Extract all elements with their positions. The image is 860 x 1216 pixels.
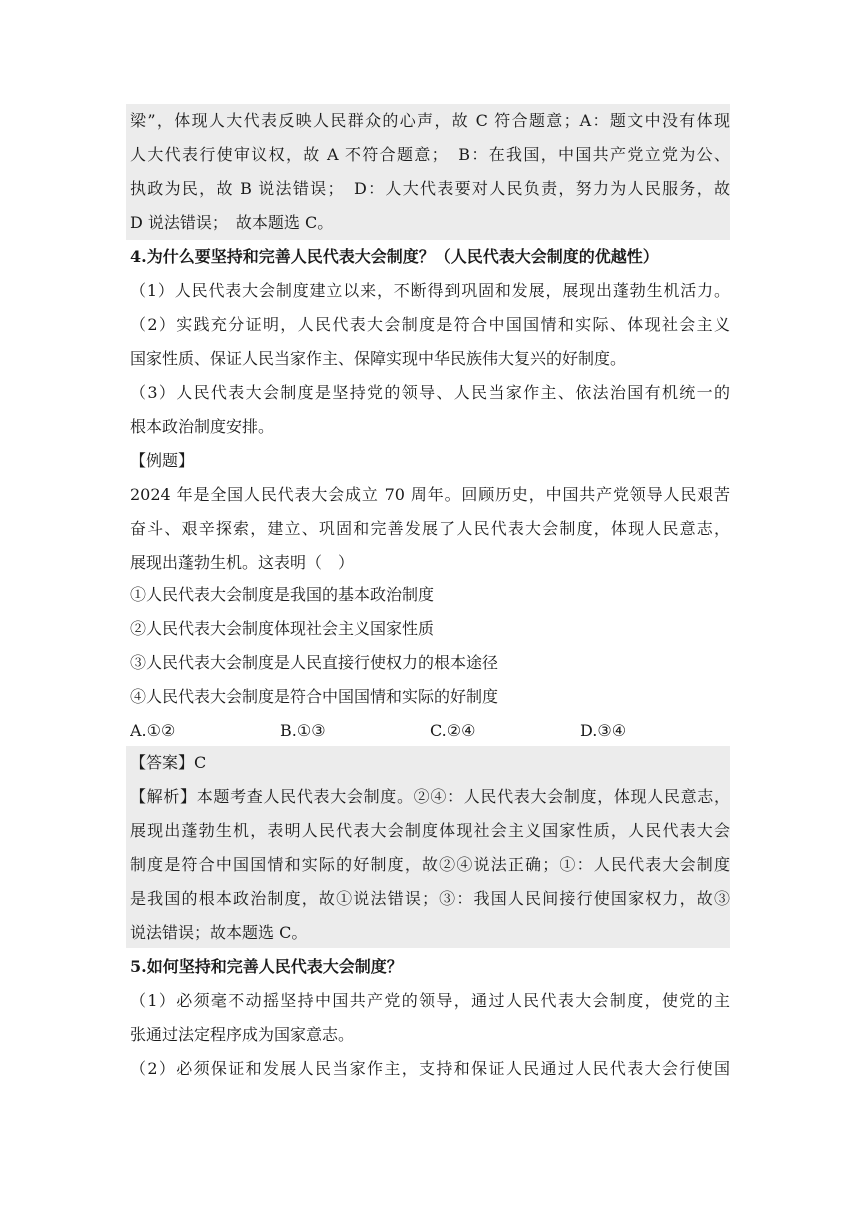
section-5-line: 张通过法定程序成为国家意志。 (130, 1025, 355, 1044)
answer-text: 【答案】C (130, 753, 207, 772)
explanation-line: D 说法错误； 故本题选 C。 (130, 213, 334, 232)
example-statement: ③人民代表大会制度是人民直接行使权力的根本途径 (130, 653, 499, 672)
example-options-row (130, 714, 730, 748)
example-statement: ④人民代表大会制度是符合中国国情和实际的好制度 (130, 687, 499, 706)
section-4-line: （2）实践充分证明，人民代表大会制度是符合中国国情和实际、体现社会主义 (130, 315, 730, 334)
analysis-line: 是我国的根本政治制度，故①说法错误；③：我国人民间接行使国家权力，故③ (130, 889, 730, 908)
explanation-line: 人大代表行使审议权，故 A 不符合题意； B：在我国，中国共产党立党为公、 (130, 145, 730, 164)
section-4-line: （3）人民代表大会制度是坚持党的领导、人民当家作主、依法治国有机统一的 (130, 383, 730, 402)
example-statement: ①人民代表大会制度是我国的基本政治制度 (130, 585, 435, 604)
option-c: C.②④ (430, 721, 476, 740)
section-5-line: （1）必须毫不动摇坚持中国共产党的领导，通过人民代表大会制度，使党的主 (130, 991, 730, 1010)
example-question-line: 展现出蓬勃生机。这表明（ ） (130, 553, 355, 572)
example-question-line: 2024 年是全国人民代表大会成立 70 周年。回顾历史，中国共产党领导人民艰苦 (130, 485, 730, 504)
section-4-line: 根本政治制度安排。 (130, 417, 275, 436)
section-4-line: 国家性质、保证人民当家作主、保障实现中华民族伟大复兴的好制度。 (130, 349, 627, 368)
option-a: A.①② (130, 721, 176, 740)
explanation-line: 执政为民，故 B 说法错误； D：人大代表要对人民负责，努力为人民服务，故 (130, 179, 730, 198)
example-statement: ②人民代表大会制度体现社会主义国家性质 (130, 619, 435, 638)
section-5-line: （2）必须保证和发展人民当家作主，支持和保证人民通过人民代表大会行使国 (130, 1059, 730, 1078)
analysis-line: 制度是符合中国国情和实际的好制度，故②④说法正确；①：人民代表大会制度 (130, 855, 730, 874)
analysis-line: 【解析】本题考查人民代表大会制度。②④：人民代表大会制度，体现人民意志， (130, 787, 730, 806)
example-question-line: 奋斗、艰辛探索，建立、巩固和完善发展了人民代表大会制度，体现人民意志， (130, 519, 730, 538)
option-b: B.①③ (280, 721, 326, 740)
section-5-heading: 5.如何坚持和完善人民代表大会制度？ (130, 957, 403, 976)
explanation-line: 梁”，体现人大代表反映人民群众的心声，故 C 符合题意；A：题文中没有体现 (130, 111, 730, 130)
section-4-line: （1）人民代表大会制度建立以来，不断得到巩固和发展，展现出蓬勃生机活力。 (130, 281, 730, 300)
option-d: D.③④ (580, 721, 627, 740)
section-4-heading: 4.为什么要坚持和完善人民代表大会制度？（人民代表大会制度的优越性） (130, 247, 659, 266)
example-label: 【例题】 (130, 451, 195, 470)
analysis-line: 说法错误；故本题选 C。 (130, 923, 308, 942)
analysis-line: 展现出蓬勃生机，表明人民代表大会制度体现社会主义国家性质，人民代表大会 (130, 821, 730, 840)
